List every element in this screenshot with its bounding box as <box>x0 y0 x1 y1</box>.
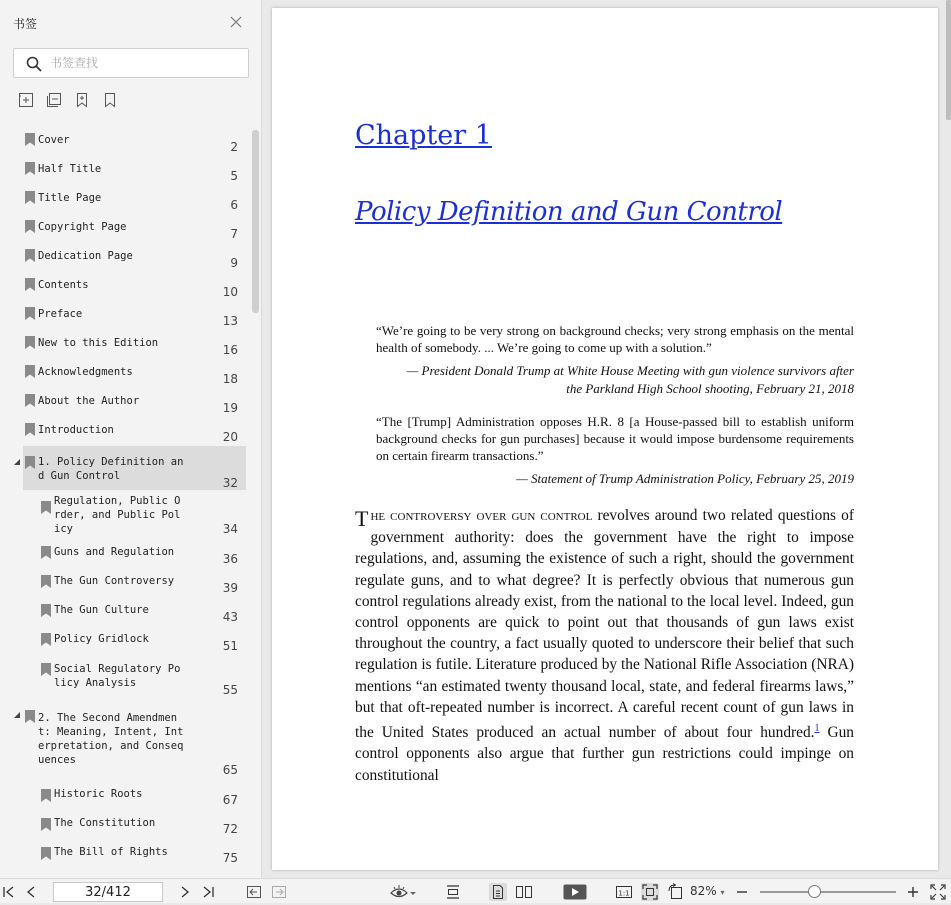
zoom-slider-thumb[interactable] <box>808 885 821 898</box>
document-viewport <box>263 0 951 878</box>
toc-item[interactable]: New to this Edition 16 <box>23 333 246 359</box>
collapse-triangle-icon[interactable] <box>13 711 21 719</box>
chevron-down-icon: ▾ <box>720 888 725 897</box>
toc-item[interactable]: Guns and Regulation 36 <box>39 543 246 569</box>
next-page-icon[interactable] <box>176 883 194 901</box>
bookmark-icon <box>25 278 35 291</box>
bookmark-icon <box>41 501 51 514</box>
last-page-icon[interactable] <box>199 883 217 901</box>
bookmark-icon <box>25 456 35 469</box>
two-page-icon[interactable] <box>515 883 533 901</box>
bookmark-icon <box>25 220 35 233</box>
bookmark-icon <box>41 789 51 802</box>
bookmark-icon[interactable] <box>102 92 120 110</box>
toc-item[interactable]: Regulation, Public Order, and Public Policy 34 <box>39 492 246 538</box>
bookmark-icon <box>41 847 51 860</box>
add-child-bookmark-icon[interactable] <box>46 92 64 110</box>
bookmark-search-box <box>13 48 249 78</box>
toc-item[interactable]: The Constitution 72 <box>39 815 246 841</box>
toc-item[interactable]: The Gun Culture 43 <box>39 601 246 627</box>
previous-page-icon[interactable] <box>22 883 40 901</box>
sidebar-scrollbar[interactable] <box>252 130 259 313</box>
page-number-input[interactable] <box>53 882 163 902</box>
toc-item[interactable]: Acknowledgments 18 <box>23 362 246 388</box>
bookmark-icon <box>41 818 51 831</box>
collapse-triangle-icon[interactable] <box>13 458 21 466</box>
epigraph-quote-2: “The [Trump] Administration opposes H.R. 8 [a House-passed bill to establish uniform background checks for gun purchases] because it would impose burdensome requirements on certain firearm transactions.” <box>376 414 854 463</box>
bookmark-icon <box>41 546 51 559</box>
actual-size-icon[interactable] <box>615 883 633 901</box>
lead-in-smallcaps: he controversy over gun control <box>370 508 593 524</box>
epigraph-attribution-1: — President Donald Trump at White House Meeting with gun violence survivors after the Parkland High School shooting, February 21, 2018 <box>406 363 854 396</box>
toc-item[interactable]: Cover 2 <box>23 130 246 156</box>
toc-item[interactable]: Historic Roots 67 <box>39 786 246 812</box>
search-icon <box>26 56 42 72</box>
toc-item[interactable]: The Bill of Rights 75 <box>39 844 246 870</box>
bookmark-icon <box>25 249 35 262</box>
chapter-number-link[interactable]: Chapter 1 <box>355 120 492 151</box>
toc-item[interactable]: Social Regulatory Policy Analysis 55 <box>39 660 246 700</box>
document-scrollbar[interactable] <box>946 0 951 120</box>
add-bookmark-icon[interactable] <box>18 92 36 110</box>
slideshow-play-icon[interactable] <box>563 883 587 901</box>
bookmark-expand-icon[interactable] <box>74 92 92 110</box>
chapter-title-link[interactable]: Policy Definition and Gun Control <box>355 197 783 227</box>
bookmark-icon <box>25 133 35 146</box>
bookmark-icon <box>41 633 51 646</box>
forward-icon[interactable] <box>270 883 288 901</box>
footnote-link[interactable]: 1 <box>814 723 820 735</box>
toc-item[interactable]: Half Title 5 <box>23 159 246 185</box>
toc-item[interactable]: Title Page 6 <box>23 188 246 214</box>
toc-item[interactable]: Copyright Page 7 <box>23 217 246 243</box>
toc-item[interactable]: The Gun Controversy 39 <box>39 572 246 598</box>
drop-cap: T <box>355 506 369 531</box>
document-page <box>272 8 938 870</box>
toc-item[interactable]: Introduction 20 <box>23 420 246 446</box>
epigraph-attribution-2: — Statement of Trump Administration Policy, February 25, 2019 <box>516 471 854 486</box>
bottom-toolbar <box>0 878 951 903</box>
bookmark-icon <box>25 162 35 175</box>
close-icon[interactable] <box>228 14 244 30</box>
bookmark-icon <box>41 663 51 676</box>
zoom-level[interactable]: 82% ▾ <box>690 884 725 898</box>
fit-width-icon[interactable] <box>444 883 462 901</box>
rotate-icon[interactable] <box>667 883 685 901</box>
bookmark-icon <box>25 710 35 723</box>
toc-item[interactable]: About the Author 19 <box>23 391 246 417</box>
bookmark-icon <box>25 336 35 349</box>
toc-item[interactable]: Preface 13 <box>23 304 246 330</box>
fullscreen-icon[interactable] <box>929 883 947 901</box>
bookmark-icon <box>41 604 51 617</box>
bookmark-sidebar <box>0 0 262 878</box>
first-page-icon[interactable] <box>0 883 18 901</box>
eye-care-icon[interactable] <box>390 883 416 901</box>
svg-text:1:1: 1:1 <box>618 889 630 898</box>
toc-item-chapter-2[interactable]: 2. The Second Amendment: Meaning, Intent, Interpretation, and Consequences 65 <box>23 708 246 780</box>
bookmark-search-input[interactable] <box>50 53 240 73</box>
bookmark-tree <box>0 126 250 878</box>
toc-item[interactable]: Dedication Page 9 <box>23 246 246 272</box>
toc-item[interactable]: Contents 10 <box>23 275 246 301</box>
bookmark-icon <box>25 365 35 378</box>
zoom-slider-track[interactable] <box>760 891 896 893</box>
zoom-in-icon[interactable] <box>904 883 922 901</box>
sidebar-title: 书签 <box>13 17 38 31</box>
toc-item-chapter-1[interactable]: 1. Policy Definition and Gun Control 32 <box>23 446 246 490</box>
body-paragraph: T he controversy over gun control revolves around two related questions of government authority: does the government have the right to impose regulations, and, assuming the existence of such a right, should the government regulate guns, and to what degree? It is perfectly obvious that numerous gun control regulations already exist, from the national to the local level. Indeed, gun control opponents are quick to point out that thousands of gun laws exist throughout the country, a fact usually quoted to underscore their belief that such regulation is futile. Literature produced by the National Rifle Association (NRA) mentions “an estimated twenty thousand local, state, and federal firearms laws,” but that oft-repeated number is incorrect. A careful recent count of gun laws in the United States produced an actual number of about four hundred.$^1$ Gun control opponents also argue that further gun restrictions could impinge on constitutional <box>355 506 854 784</box>
bookmark-icon <box>25 307 35 320</box>
toc-item[interactable]: Policy Gridlock 51 <box>39 630 246 656</box>
bookmark-icon <box>25 423 35 436</box>
zoom-out-icon[interactable] <box>733 883 751 901</box>
fit-page-icon[interactable] <box>641 883 659 901</box>
bookmark-icon <box>25 394 35 407</box>
epigraph-quote-1: “We’re going to be very strong on background checks; very strong emphasis on the mental health of somebody. ... We’re going to come up with a solution.” <box>376 323 854 355</box>
bookmark-icon <box>25 191 35 204</box>
bookmark-icon <box>41 575 51 588</box>
single-page-icon[interactable] <box>489 883 507 901</box>
back-icon[interactable] <box>245 883 263 901</box>
